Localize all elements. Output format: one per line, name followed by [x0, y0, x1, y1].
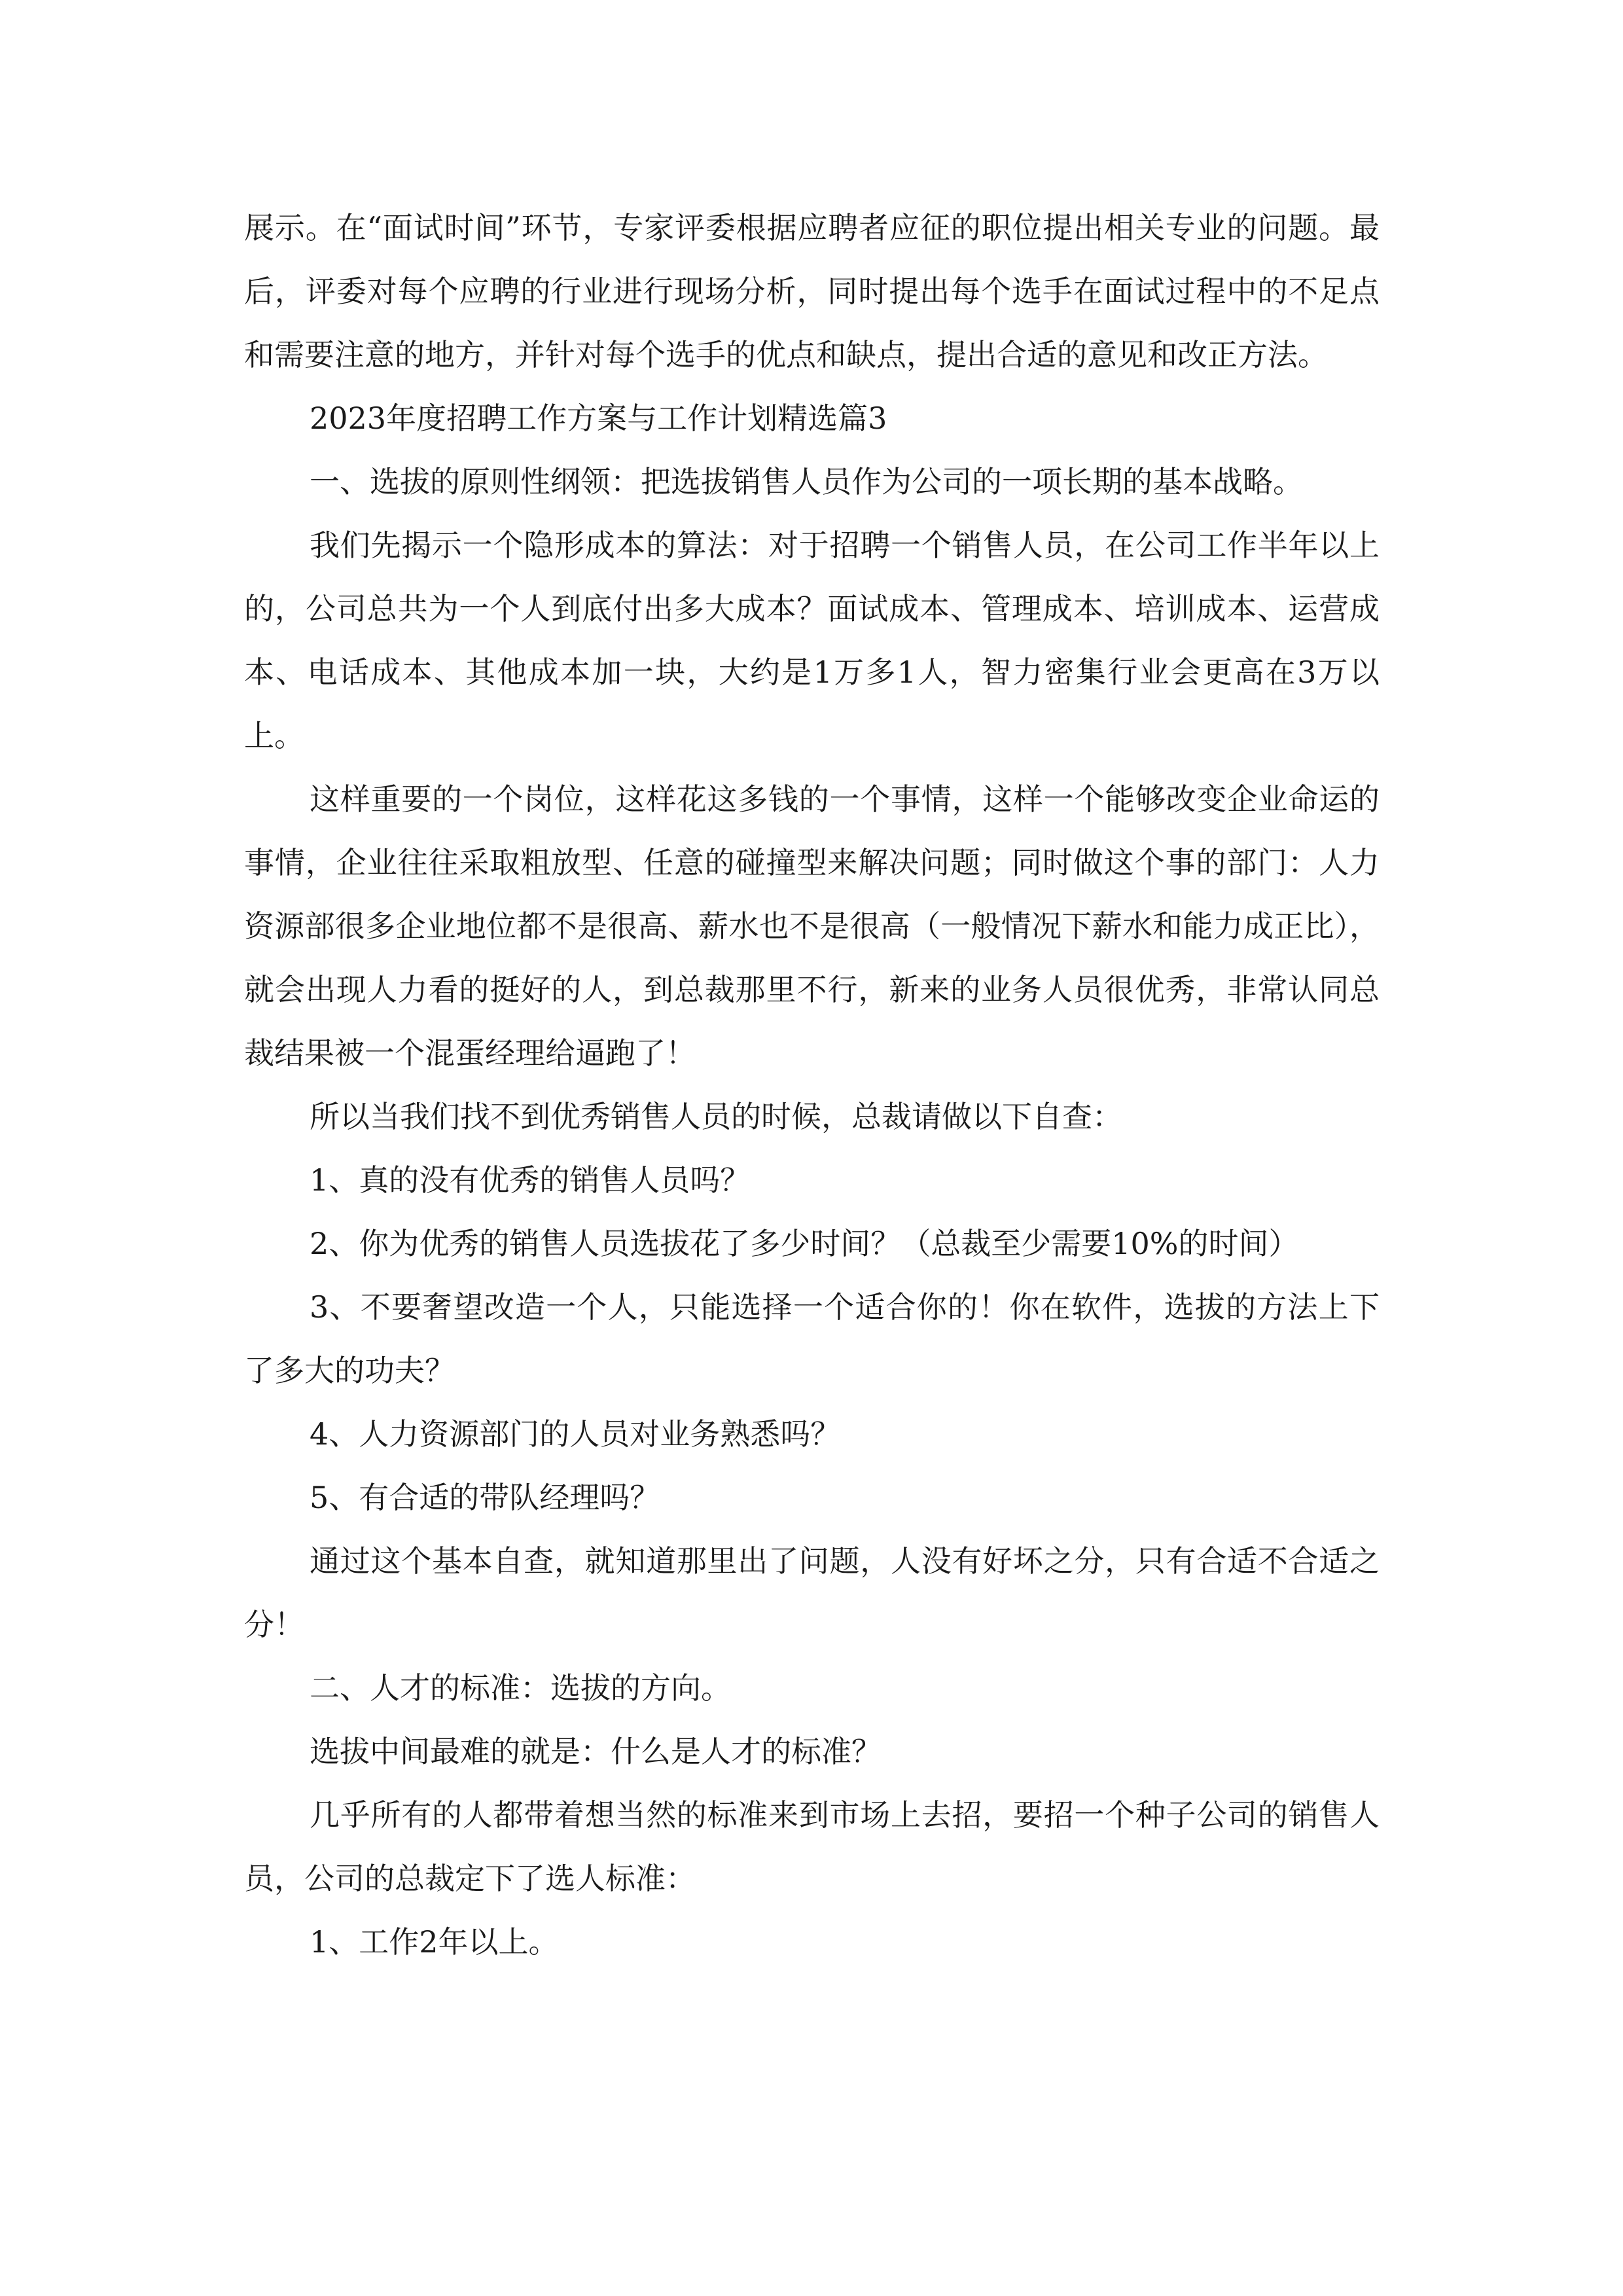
section-heading: 二、人才的标准：选拔的方向。 [310, 1670, 731, 1706]
document-body [244, 196, 1380, 1974]
list-item: 4、人力资源部门的人员对业务熟悉吗？ [310, 1416, 841, 1452]
list-item: 3、不要奢望改造一个人，只能选择一个适合你的！你在软件，选拔的方法上下了多大的功夫？ [244, 1289, 1380, 1388]
paragraph: 我们先揭示一个隐形成本的算法：对于招聘一个销售人员，在公司工作半年以上的，公司总共为一个人到底付出多大成本？面试成本、管理成本、培训成本、运营成本、电话成本、其他成本加一块，大约是1万多1人，智力密集行业会更高在3万以上。 [244, 528, 1380, 753]
paragraph: 这样重要的一个岗位，这样花这多钱的一个事情，这样一个能够改变企业命运的事情，企业往往采取粗放型、任意的碰撞型来解决问题；同时做这个事的部门：人力资源部很多企业地位都不是很高、薪水也不是很高（一般情况下薪水和能力成正比），就会出现人力看的挺好的人，到总裁那里不行，新来的业务人员很优秀，非常认同总裁结果被一个混蛋经理给逼跑了！ [244, 781, 1380, 1071]
section-title: 2023年度招聘工作方案与工作计划精选篇3 [310, 401, 887, 436]
list-item: 5、有合适的带队经理吗？ [310, 1480, 660, 1515]
paragraph: 所以当我们找不到优秀销售人员的时候，总裁请做以下自查： [310, 1099, 1122, 1134]
list-item: 2、你为优秀的销售人员选拔花了多少时间？（总裁至少需要10%的时间） [310, 1226, 1299, 1261]
paragraph: 一、选拔的原则性纲领：把选拔销售人员作为公司的一项长期的基本战略。 [310, 464, 1303, 499]
list-item: 1、真的没有优秀的销售人员吗？ [310, 1162, 751, 1198]
list-item: 1、工作2年以上。 [310, 1924, 559, 1960]
paragraph: 几乎所有的人都带着想当然的标准来到市场上去招，要招一个种子公司的销售人员，公司的总裁定下了选人标准： [244, 1797, 1380, 1896]
paragraph: 通过这个基本自查，就知道那里出了问题，人没有好坏之分，只有合适不合适之分！ [244, 1543, 1380, 1642]
paragraph: 展示。在“面试时间”环节，专家评委根据应聘者应征的职位提出相关专业的问题。最后，评委对每个应聘的行业进行现场分析，同时提出每个选手在面试过程中的不足点和需要注意的地方，并针对每个选手的优点和缺点，提出合适的意见和改正方法。 [244, 210, 1380, 372]
paragraph: 选拔中间最难的就是：什么是人才的标准？ [310, 1734, 882, 1769]
